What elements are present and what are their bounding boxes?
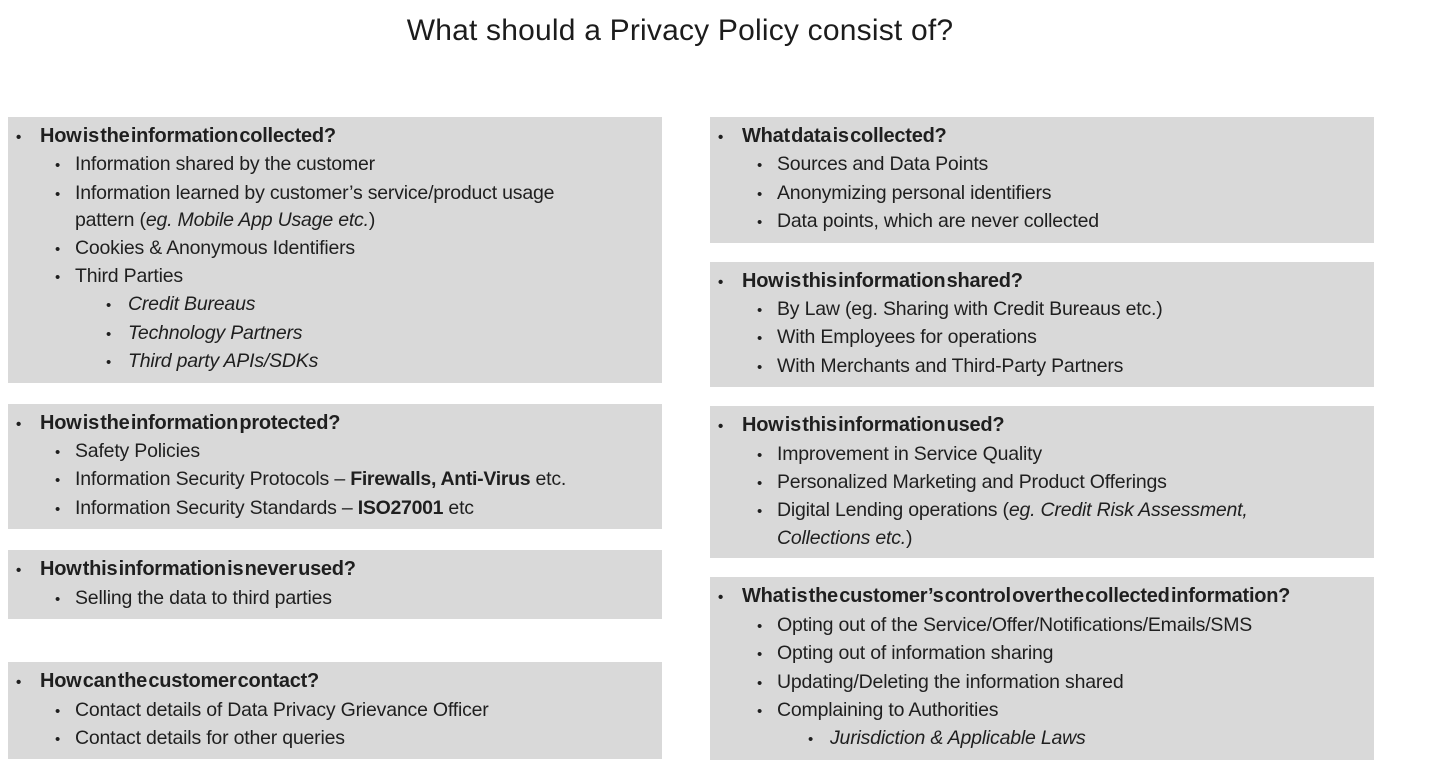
- bullet-item-text: By Law (eg. Sharing with Credit Bureaus etc.): [777, 298, 1163, 321]
- bullet-icon: •: [718, 273, 724, 291]
- bullet-item: [710, 640, 1374, 668]
- bullet-icon: •: [757, 446, 763, 464]
- box-header: [710, 583, 1374, 611]
- bullet-icon: •: [757, 185, 763, 203]
- bullet-item: [710, 208, 1374, 236]
- bullet-icon: •: [757, 503, 763, 521]
- box-header-text: How is this information used?: [742, 414, 1005, 437]
- bullet-item-text: Cookies & Anonymous Identifiers: [75, 236, 355, 259]
- bullet-item: [710, 151, 1374, 179]
- bullet-item: [8, 438, 662, 466]
- bullet-item: [710, 725, 1374, 753]
- bullet-item-text: Selling the data to third parties: [75, 586, 332, 609]
- bullet-icon: •: [757, 475, 763, 493]
- bullet-item: [710, 180, 1374, 208]
- policy-box-right-1: [710, 117, 1374, 243]
- bullet-item: [710, 612, 1374, 640]
- policy-box-left-1: [8, 117, 662, 383]
- bullet-item-text: Contact details for other queries: [75, 726, 345, 749]
- bullet-item: [8, 697, 662, 725]
- bullet-item-text: Contact details of Data Privacy Grievance Officer: [75, 698, 489, 721]
- bullet-item-text: With Merchants and Third-Party Partners: [777, 354, 1124, 377]
- box-header: [710, 268, 1374, 296]
- bullet-icon: •: [55, 185, 61, 203]
- bullet-item: [8, 585, 662, 613]
- bullet-icon: •: [718, 589, 724, 607]
- policy-box-right-3: [710, 406, 1374, 558]
- box-header: [8, 668, 662, 696]
- bullet-item-text: With Employees for operations: [777, 326, 1037, 349]
- bullet-item-text: Updating/Deleting the information shared: [777, 670, 1124, 693]
- box-header-text: How is this information shared?: [742, 269, 1023, 292]
- bullet-item-text: Improvement in Service Quality: [777, 442, 1042, 465]
- bullet-icon: •: [55, 444, 61, 462]
- bullet-item: [8, 466, 662, 494]
- bullet-item-text: Opting out of information sharing: [777, 642, 1054, 665]
- bullet-icon: •: [757, 358, 763, 376]
- bullet-icon: •: [55, 269, 61, 287]
- bullet-icon: •: [106, 297, 112, 315]
- box-header: [710, 412, 1374, 440]
- bullet-icon: •: [16, 129, 22, 146]
- bullet-icon: •: [55, 472, 61, 490]
- bullet-item-text: Third Parties: [75, 265, 183, 288]
- bullet-item: [8, 235, 662, 263]
- bullet-icon: •: [106, 354, 112, 372]
- bullet-item-text: Jurisdiction & Applicable Laws: [830, 727, 1086, 750]
- bullet-item: [8, 151, 662, 179]
- bullet-item: [8, 348, 662, 376]
- policy-box-right-4: [710, 577, 1374, 759]
- bullet-icon: •: [757, 214, 763, 232]
- bullet-item: [8, 180, 662, 235]
- bullet-item: [710, 497, 1374, 552]
- bullet-item: [710, 441, 1374, 469]
- bullet-icon: •: [757, 646, 763, 664]
- bullet-icon: •: [757, 674, 763, 692]
- bullet-item-text: Credit Bureaus: [128, 293, 256, 316]
- bullet-item: [8, 263, 662, 291]
- box-header-text: How can the customer contact?: [40, 670, 320, 693]
- bullet-item-text: Information learned by customer’s service/product usage pattern (eg. Mobile App Usage etc.): [75, 181, 555, 232]
- box-header: [8, 556, 662, 584]
- bullet-item: [710, 697, 1374, 725]
- bullet-item-text: Third party APIs/SDKs: [128, 350, 319, 373]
- bullet-item-text: Complaining to Authorities: [777, 698, 999, 721]
- bullet-item: [8, 495, 662, 523]
- bullet-icon: •: [757, 302, 763, 320]
- bullet-item: [710, 469, 1374, 497]
- bullet-item-text: Information Security Protocols – Firewalls, Anti-Virus etc.: [75, 468, 567, 491]
- bullet-icon: •: [16, 562, 22, 580]
- bullet-icon: •: [55, 500, 61, 518]
- policy-box-left-2: [8, 404, 662, 530]
- bullet-icon: •: [757, 330, 763, 348]
- right-column: [710, 117, 1374, 760]
- bullet-item: [710, 324, 1374, 352]
- bullet-item: [8, 320, 662, 348]
- bullet-icon: •: [55, 590, 61, 608]
- bullet-item-text: Data points, which are never collected: [777, 210, 1099, 233]
- bullet-item: [710, 353, 1374, 381]
- box-header-text: What is the customer’s control over the collected information?: [742, 585, 1291, 608]
- box-header: [8, 410, 662, 438]
- box-header-text: How is the information collected?: [40, 125, 336, 147]
- bullet-icon: •: [757, 617, 763, 635]
- bullet-icon: •: [757, 702, 763, 720]
- policy-box-left-3: [8, 550, 662, 619]
- bullet-icon: •: [16, 674, 22, 692]
- bullet-icon: •: [55, 240, 61, 258]
- bullet-item-text: Information shared by the customer: [75, 153, 375, 176]
- box-header: [8, 123, 662, 151]
- bullet-icon: •: [808, 731, 814, 749]
- bullet-icon: •: [55, 730, 61, 748]
- bullet-icon: •: [16, 415, 22, 433]
- bullet-item-text: Digital Lending operations (eg. Credit Risk Assessment, Collections etc.): [777, 499, 1248, 549]
- box-header-text: How is the information protected?: [40, 411, 341, 434]
- policy-box-left-4: [8, 662, 662, 759]
- slide-title: What should a Privacy Policy consist of?: [406, 14, 954, 47]
- bullet-item-text: Sources and Data Points: [777, 153, 989, 176]
- bullet-item-text: Safety Policies: [75, 440, 200, 463]
- bullet-item: [710, 669, 1374, 697]
- bullet-item: [8, 725, 662, 753]
- bullet-icon: •: [718, 418, 724, 436]
- bullet-icon: •: [55, 157, 61, 175]
- bullet-icon: •: [757, 157, 763, 175]
- box-header: [710, 123, 1374, 151]
- bullet-icon: •: [106, 325, 112, 343]
- bullet-item-text: Opting out of the Service/Offer/Notifications/Emails/SMS: [777, 613, 1253, 636]
- left-column: [8, 117, 662, 759]
- bullet-item-text: Personalized Marketing and Product Offerings: [777, 471, 1167, 494]
- bullet-item: [8, 291, 662, 319]
- bullet-item-text: Anonymizing personal identifiers: [777, 181, 1052, 204]
- bullet-item-text: Technology Partners: [128, 321, 303, 344]
- box-header-text: How this information is never used?: [40, 558, 356, 581]
- box-header-text: What data is collected?: [742, 125, 947, 147]
- bullet-icon: •: [718, 129, 724, 146]
- policy-box-right-2: [710, 262, 1374, 388]
- bullet-item: [710, 296, 1374, 324]
- bullet-item-text: Information Security Standards – ISO27001 etc: [75, 496, 474, 519]
- bullet-icon: •: [55, 702, 61, 720]
